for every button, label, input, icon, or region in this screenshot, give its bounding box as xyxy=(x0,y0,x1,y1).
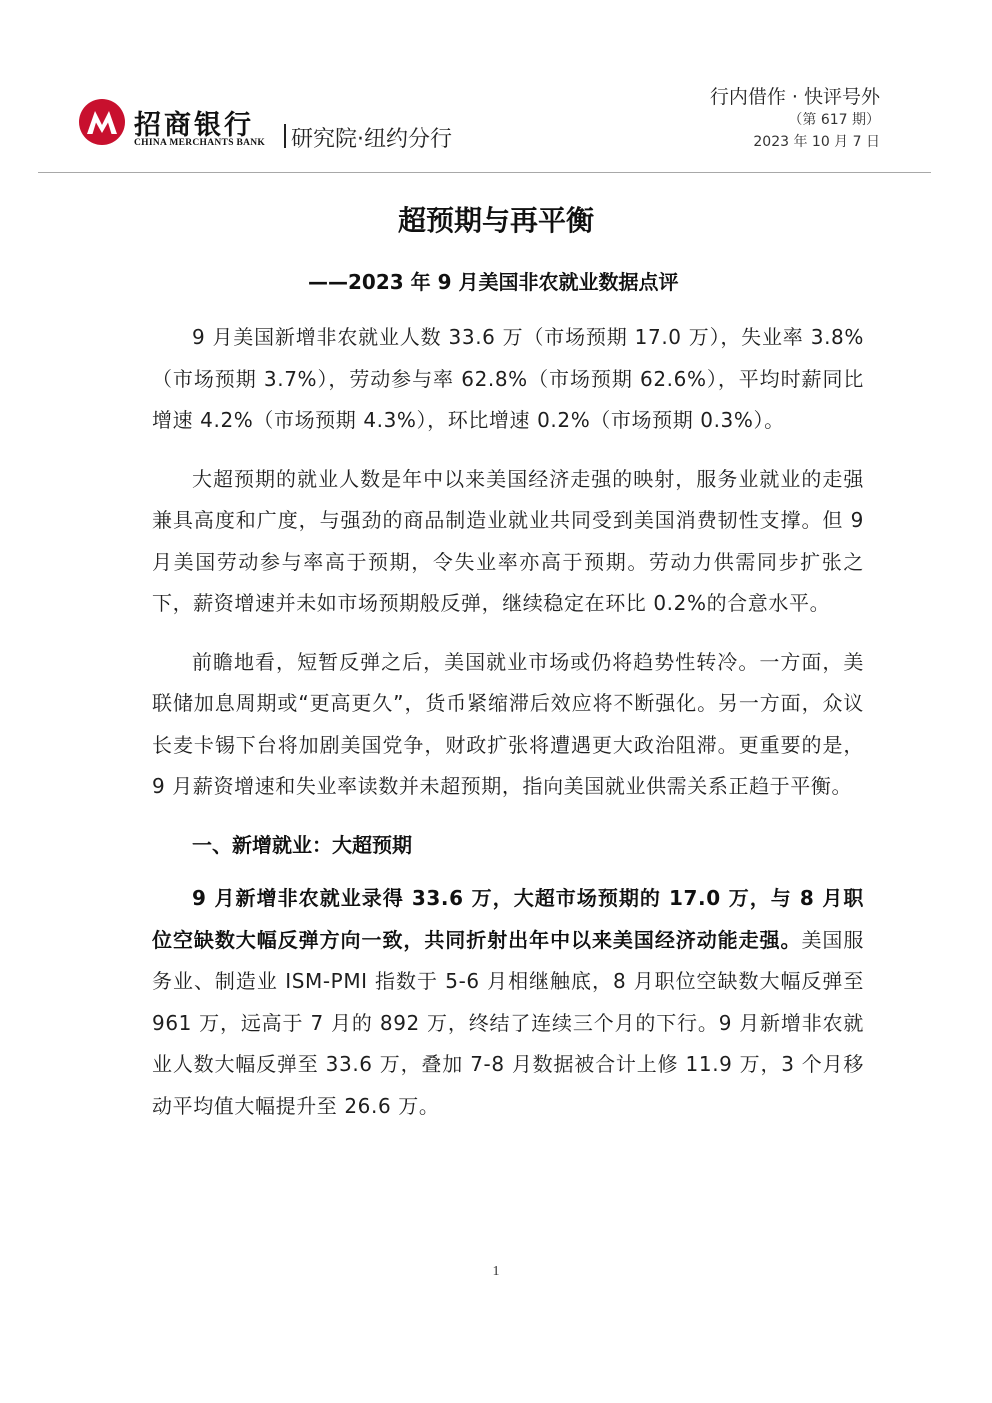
document-title: 超预期与再平衡 xyxy=(397,204,594,237)
outlook-paragraph: 前瞻地看，短暂反弹之后，美国就业市场或仍将趋势性转冷。一方面，美联储加息周期或“更高更久”，货币紧缩滞后效应将不断强化。另一方面，众议长麦卡锡下台将加剧美国党争，财政扩张将遭遇更大政治阻滞。更重要的是，9 月薪资增速和失业率读数并未超预期，指向美国就业供需关系正趋于平衡。 xyxy=(152,649,864,798)
section-paragraph xyxy=(152,878,864,1127)
issue-number: （第 617 期） xyxy=(788,112,880,128)
bank-name-cn: 招商银行 xyxy=(134,110,254,141)
report-date: 2023 年 10 月 7 日 xyxy=(753,134,880,150)
header-divider xyxy=(38,172,931,173)
page-number: 1 xyxy=(492,1264,500,1279)
section-heading: 一、新增就业：大超预期 xyxy=(192,832,412,857)
page-header xyxy=(0,0,992,175)
report-series: 行内借作 · 快评号外 xyxy=(709,86,880,108)
cmb-logo-icon xyxy=(78,98,126,146)
institute-name: 研究院·纽约分行 xyxy=(291,127,452,152)
document-body xyxy=(152,317,864,1144)
document-subtitle: ——2023 年 9 月美国非农就业数据点评 xyxy=(308,270,679,294)
summary-paragraph: 9 月美国新增非农就业人数 33.6 万（市场预期 17.0 万），失业率 3.8%（市场预期 3.7%），劳动参与率 62.8%（市场预期 62.6%），平均时薪同比增速 4.2%（市场预期 4.3%），环比增速 0.2%（市场预期 0.3%）。 xyxy=(152,325,864,432)
section-body-text: 美国服务业、制造业 ISM-PMI 指数于 5-6 月相继触底，8 月职位空缺数大幅反弹至 961 万，远高于 7 月的 892 万，终结了连续三个月的下行。9 月新增非农就业人数大幅反弹至 33.6 万，叠加 7-8 月数据被合计上修 11.9 万，3 个月移动平均值大幅提升至 26.6 万。 xyxy=(152,927,864,1118)
bank-name-en: CHINA MERCHANTS BANK xyxy=(134,138,266,148)
analysis-paragraph: 大超预期的就业人数是年中以来美国经济走强的映射，服务业就业的走强兼具高度和广度，与强劲的商品制造业就业共同受到美国消费韧性支撑。但 9 月美国劳动参与率高于预期，令失业率亦高于预期。劳动力供需同步扩张之下，薪资增速并未如市场预期般反弹，继续稳定在环比 0.2%的合意水平。 xyxy=(152,466,864,615)
logo-separator xyxy=(284,124,286,148)
section-lead-text: 9 月新增非农就业录得 33.6 万，大超市场预期的 17.0 万，与 8 月职位空缺数大幅反弹方向一致，共同折射出年中以来美国经济动能走强。 xyxy=(152,886,864,952)
